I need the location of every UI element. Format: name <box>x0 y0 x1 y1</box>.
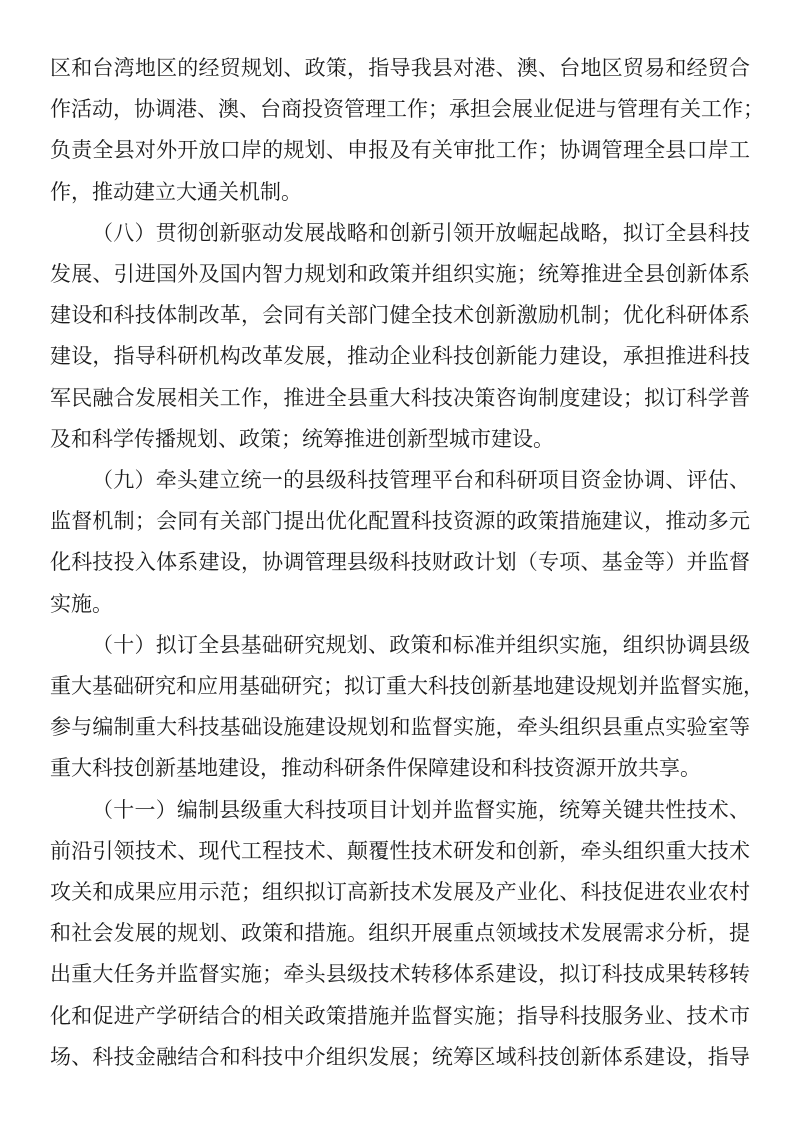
text-line: （十一）编制县级重大科技项目计划并监督实施，统筹关键共性技术、 <box>92 797 750 822</box>
paragraph-item-11 <box>50 790 750 1078</box>
text-line: （八）贯彻创新驱动发展战略和创新引领开放崛起战略，拟订全县科技 <box>92 220 750 245</box>
paragraph-continued <box>50 48 764 213</box>
document-body <box>50 48 764 1078</box>
text-line: 军民融合发展相关工作，推进全县重大科技决策咨询制度建设；拟订科学普 <box>50 385 750 410</box>
text-line: 建设，指导科研机构改革发展，推动企业科技创新能力建设，承担推进科技 <box>50 344 750 369</box>
text-line: 建设和科技体制改革，会同有关部门健全技术创新激励机制；优化科研体系 <box>50 303 750 328</box>
text-line: （九）牵头建立统一的县级科技管理平台和科研项目资金协调、评估、 <box>92 468 750 493</box>
text-line: 发展、引进国外及国内智力规划和政策并组织实施；统筹推进全县创新体系 <box>50 262 750 287</box>
text-line: （十）拟订全县基础研究规划、政策和标准并组织实施，组织协调县级 <box>92 632 750 657</box>
paragraph-item-10 <box>50 625 764 790</box>
text-line: 作，推动建立大通关机制。 <box>50 179 302 204</box>
text-line: 及和科学传播规划、政策；统筹推进创新型城市建设。 <box>50 426 554 451</box>
text-line: 出重大任务并监督实施；牵头县级技术转移体系建设，拟订科技成果转移转 <box>50 962 750 987</box>
text-line: 监督机制；会同有关部门提出优化配置科技资源的政策措施建议，推动多元 <box>50 509 750 534</box>
text-line: 场、科技金融结合和科技中介组织发展；统筹区域科技创新体系建设，指导 <box>50 1044 750 1069</box>
text-line: 和社会发展的规划、政策和措施。组织开展重点领域技术发展需求分析，提 <box>50 921 750 946</box>
text-line: 区和台湾地区的经贸规划、政策，指导我县对港、澳、台地区贸易和经贸合 <box>50 56 750 80</box>
text-line: 参与编制重大科技基础设施建设规划和监督实施，牵头组织县重点实验室等 <box>50 715 750 740</box>
text-line: 实施。 <box>50 591 113 616</box>
text-line: 化科技投入体系建设，协调管理县级科技财政计划（专项、基金等）并监督 <box>50 550 750 575</box>
text-line: 重大科技创新基地建设，推动科研条件保障建设和科技资源开放共享。 <box>50 756 701 781</box>
text-line: 负责全县对外开放口岸的规划、申报及有关审批工作；协调管理全县口岸工 <box>50 138 750 163</box>
text-line: 重大基础研究和应用基础研究；拟订重大科技创新基地建设规划并监督实施， <box>50 674 764 699</box>
text-line: 前沿引领技术、现代工程技术、颠覆性技术研发和创新，牵头组织重大技术 <box>50 838 750 863</box>
text-line: 攻关和成果应用示范；组织拟订高新技术发展及产业化、科技促进农业农村 <box>50 880 750 905</box>
paragraph-item-8 <box>50 213 750 460</box>
text-line: 化和促进产学研结合的相关政策措施并监督实施；指导科技服务业、技术市 <box>50 1003 750 1028</box>
text-line: 作活动，协调港、澳、台商投资管理工作；承担会展业促进与管理有关工作； <box>50 97 764 122</box>
paragraph-item-9 <box>50 460 750 625</box>
